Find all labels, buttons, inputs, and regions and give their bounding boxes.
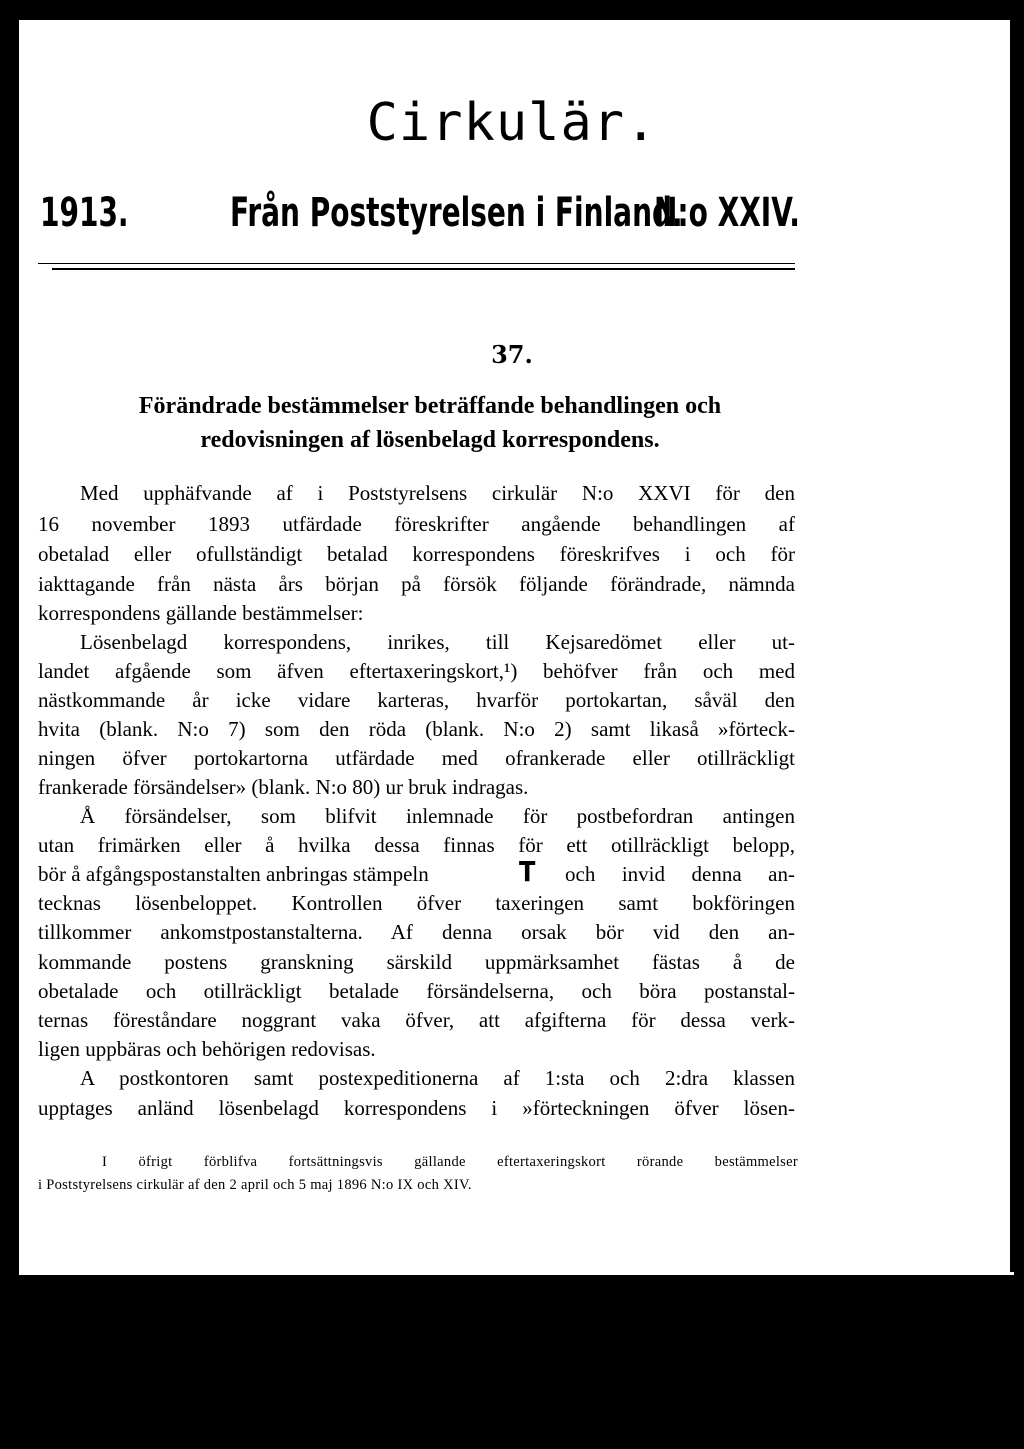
section-number: 37. <box>491 340 533 369</box>
body-text-line: och invid denna an- <box>565 862 795 886</box>
body-text-line: Lösenbelagd korrespondens, inrikes, till Kejsaredömet eller ut- <box>80 630 795 654</box>
body-text-line: utan frimärken eller å hvilka dessa finnas för ett otillräckligt belopp, <box>38 833 795 857</box>
section-heading-line: redovisningen af lösenbelagd korrespondens. <box>200 427 660 453</box>
body-text-line: nästkommande år icke vidare karteras, hvarför portokartan, såväl den <box>38 688 795 712</box>
body-text-line: Å försändelser, som blifvit inlemnade för postbefordran antingen <box>80 804 795 828</box>
body-text-line: kommande postens granskning särskild uppmärksamhet fästas å de <box>38 950 795 974</box>
body-text-line: ternas föreståndare noggrant vaka öfver, att afgifterna för dessa verk- <box>38 1008 795 1032</box>
footnote-line: I öfrigt förblifva fortsättningsvis gällande eftertaxeringskort rörande bestämmelser <box>102 1154 798 1170</box>
document-title: Cirkulär. <box>366 93 658 153</box>
body-text-line: iakttagande från nästa års början på försök följande förändrade, nämnda <box>38 572 795 596</box>
body-text-line: hvita (blank. N:o 7) som den röda (blank. N:o 2) samt likaså »förteck- <box>38 717 795 741</box>
header-year: 1913. <box>40 190 129 236</box>
body-text-line: frankerade försändelser» (blank. N:o 80) ur bruk indragas. <box>38 775 529 799</box>
header-divider <box>38 263 795 264</box>
body-text-line: obetalade och otillräckligt betalade försändelserna, och böra postanstal- <box>38 979 795 1003</box>
header-divider <box>52 268 795 270</box>
body-text-line: landet afgående som äfven eftertaxeringskort,¹) behöfver från och med <box>38 659 795 683</box>
t-stamp-symbol: T <box>519 855 536 889</box>
body-text-line: Med upphäfvande af i Poststyrelsens cirkulär N:o XXVI för den <box>80 481 795 505</box>
body-text-line: obetalad eller ofullständigt betalad korrespondens föreskrifves i och för <box>38 542 795 566</box>
header-issuer: Från Poststyrelsen i Finland. <box>230 190 683 236</box>
body-text-line: upptages anländ lösenbelagd korrespondens i »förteckningen öfver lösen- <box>38 1096 795 1120</box>
body-text-line: ligen uppbäras och behörigen redovisas. <box>38 1037 376 1061</box>
body-text-line: bör å afgångspostanstalten anbringas stämpeln <box>38 862 429 886</box>
page-edge-right <box>1006 20 1010 1273</box>
body-text-line: tecknas lösenbeloppet. Kontrollen öfver taxeringen samt bokföringen <box>38 891 795 915</box>
body-text-line: korrespondens gällande bestämmelser: <box>38 601 364 625</box>
body-text-line: A postkontoren samt postexpeditionerna af 1:sta och 2:dra klassen <box>80 1066 795 1090</box>
body-text-line: tillkommer ankomstpostanstalterna. Af denna orsak bör vid den an- <box>38 920 795 944</box>
page-edge-bottom <box>19 1272 1014 1275</box>
header-number: N:o XXIV. <box>654 190 800 236</box>
section-heading-line: Förändrade bestämmelser beträffande behandlingen och <box>138 393 722 419</box>
body-text-line: 16 november 1893 utfärdade föreskrifter angående behandlingen af <box>38 512 795 536</box>
footnote-line: i Poststyrelsens cirkulär af den 2 april och 5 maj 1896 N:o IX och XIV. <box>38 1177 472 1193</box>
body-text-line: ningen öfver portokartorna utfärdade med ofrankerade eller otillräckligt <box>38 746 795 770</box>
